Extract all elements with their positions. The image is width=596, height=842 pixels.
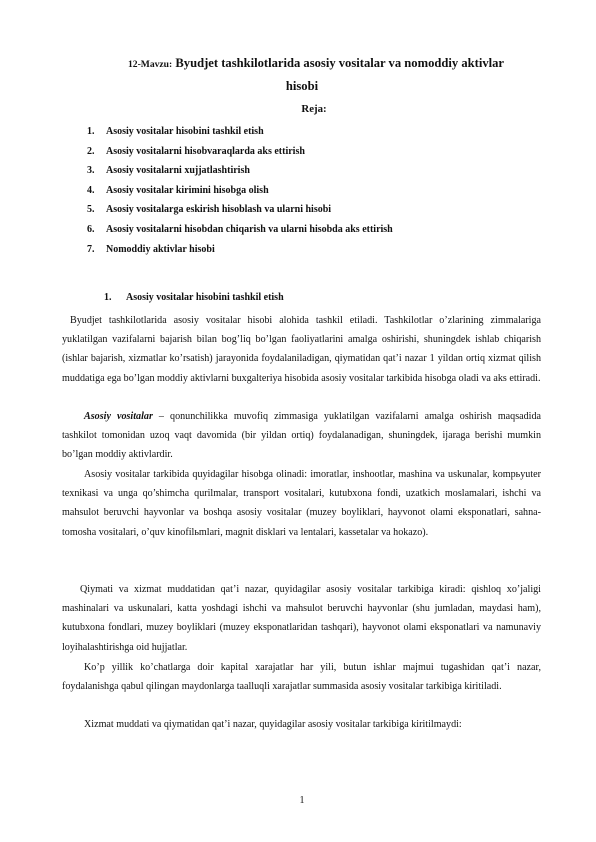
plan-item-text: Nomoddiy aktivlar hisobi [106,243,215,255]
defined-term: Asosiy vositalar [84,411,153,422]
plan-item-number: 7. [87,243,95,255]
title-line-1: Byudjet tashkilotlarida asosiy vositalar va nomoddiy aktivlar [172,56,505,70]
plan-item-number: 2. [87,145,95,157]
plan-item-text: Asosiy vositalar kirimini hisobga olish [106,184,269,196]
document-title [0,56,596,71]
paragraph-5: Ko’p yillik ko’chatlarga doir kapital xarajatlar har yili, butun ishlar majmui tugashidan qat’i nazar, foydalanishga qabul qilingan maydonlarga taalluqli xarajatlar summasida asosiy vositalar tarkibiga kiritiladi. [62,662,541,693]
plan-item-number: 3. [87,165,95,177]
paragraph-4: Qiymati va xizmat muddatidan qat’i nazar, quyidagilar asosiy vositalar tarkibiga kiradi: qishloq xo’jaligi mashinalari va uskunalari, katta yoshdagi ishchi va mahsulot beruvchi hayvonlar (shu jumladan, maydasi ham), kutubxona fondlari, muzey boyliklari (muzey eksponatlaridan tashqari), hayvonot olami eksponatlari va namunaviy loyihalashtirishga oid hujjatlar. [62,584,541,653]
topic-prefix: 12-Mavzu: [127,59,173,70]
plan-item-number: 1. [87,126,95,137]
definition-text: – qonunchilikka muvofiq zimmasiga yuklatilgan vazifalarni amalga oshirish maqsadida tashkilot tomonidan uzoq vaqt davomida (bir yildan ortiq) foydalanadigan, shuningdek, ijaraga berishi mumkin bo’lgan moddiy aktivlardir. [62,411,541,461]
plan-item-text: Asosiy vositalarni hisobdan chiqarish va ularni hisobda aks ettirish [106,223,393,235]
paragraph-3: Asosiy vositalar tarkibida quyidagilar hisobga olinadi: imoratlar, inshootlar, mashina va uskunalar, kompьyuter texnikasi va unga qo’shimcha qurilmalar, transport vositalari, kutubxona fondi, uzatkich moslamalari, ishchi va mahsulot beruvchi hayvonlar va boshqa asosiy vositalar (muzey boyliklari, hayvonot olami eksponatlari, sahna-tomosha vositalari, o’quv kinofilьmlari, magnit disklari va lentalari, kassetalar va hokazo). [62,469,541,538]
plan-item-text: Asosiy vositalarni hisobvaraqlarda aks ettirish [106,145,305,157]
plan-item [87,126,393,146]
plan-list [87,126,393,263]
title-line-2: hisobi [285,79,319,93]
plan-item-number: 5. [87,204,95,216]
plan-item [87,244,393,264]
plan-item-number: 4. [87,184,95,196]
paragraph-2 [62,407,541,465]
plan-item-text: Asosiy vositalar hisobini tashkil etish [106,126,264,137]
section-title: Asosiy vositalar hisobini tashkil etish [126,292,284,303]
plan-item-text: Asosiy vositalarga eskirish hisoblash va ularni hisobi [106,204,332,216]
plan-item-number: 6. [87,223,95,235]
plan-item [87,204,393,224]
plan-item [87,185,393,205]
section-heading [104,292,284,303]
plan-item [87,165,393,185]
section-number: 1. [104,292,112,303]
paragraph-1: Byudjet tashkilotlarida asosiy vositalar hisobi alohida tashkil etiladi. Tashkilotlar o’zlarining zimmalariga yuklatilgan vazifalarni bajarish bilan bog’liq bo’lgan faoliyatlarini amalga oshirishi, shuningdek ishlab chiqarish (ishlar bajarish, xizmatlar ko’rsatish) jarayonida foydalaniladigan, qiymatidan qat’i nazar 1 yildan ortiq xizmat qilish muddatiga ega bo’lgan moddiy aktivlarni buxgalteriya hisobida asosiy vositalar tarkibida hisobga oladi va aks ettiradi. [62,315,541,384]
plan-item [87,224,393,244]
plan-item-text: Asosiy vositalarni xujjatlashtirish [106,165,250,177]
page-number: 1 [299,795,305,806]
plan-item [87,146,393,166]
paragraph-6: Xizmat muddati va qiymatidan qat’i nazar, quyidagilar asosiy vositalar tarkibiga kiritilmaydi: [84,719,462,730]
plan-heading: Reja: [301,103,327,115]
